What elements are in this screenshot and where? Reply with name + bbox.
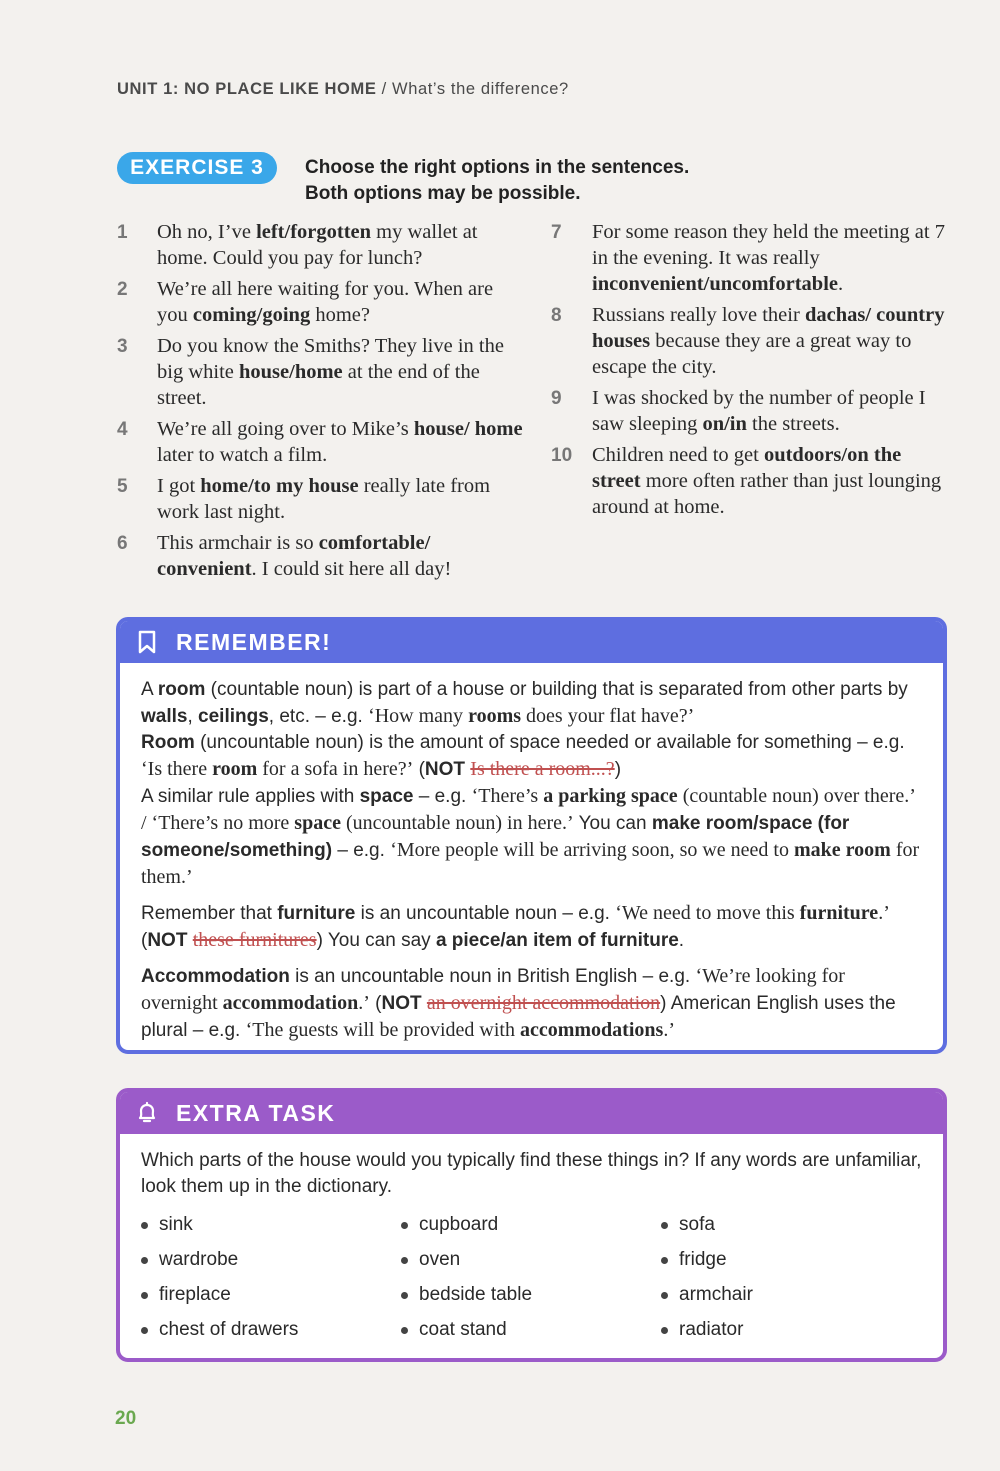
item-text: really late from work last night.: [157, 475, 491, 523]
word-item: bedside table: [400, 1282, 660, 1308]
item-options: dachas/ country houses: [592, 304, 945, 352]
item-options: home/to my house: [200, 475, 359, 497]
item-options: left/forgotten: [256, 221, 372, 243]
item-number: 10: [551, 445, 573, 466]
header-separator: /: [376, 80, 393, 98]
remember-title: REMEMBER!: [176, 628, 332, 655]
item-options: outdoors/on the street: [592, 444, 902, 492]
extra-task-box: [116, 1088, 947, 1362]
extra-task-title: EXTRA TASK: [176, 1099, 336, 1126]
item-text: home?: [310, 304, 370, 326]
remember-paragraph-1: A room (countable noun) is part of a house or building that is separated from other parts by walls, ceilings, etc. – e.g. ‘How many rooms does your flat have?’ Room (uncountable noun) is the amount of space needed or available for something – e.g. ‘Is there room for a sofa in here?’ (NOT Is there a room...?) A similar rule applies with space – e.g. ‘There’s a parking space (countable noun) over there.’ / ‘There’s no more space (uncountable noun) in here.’ You can make room/space (for someone/something) – e.g. ‘More people will be arriving soon, so we need to make room for them.’: [141, 679, 920, 888]
page-number: 20: [115, 1408, 137, 1429]
extra-task-body: [120, 1134, 943, 1200]
item-text: Do you know the Smiths? They live in the big white: [157, 335, 504, 383]
item-text: at the end of the street.: [157, 361, 480, 409]
word-item: oven: [400, 1247, 660, 1273]
item-number: 7: [551, 222, 562, 243]
item-text: I was shocked by the number of people I saw sleeping: [592, 387, 926, 435]
exercise-item-6: [117, 530, 527, 582]
word-item: coat stand: [400, 1317, 660, 1343]
item-options: house/home: [239, 361, 343, 383]
instruction-line-2: Both options may be possible.: [305, 183, 581, 204]
extra-task-instruction: Which parts of the house would you typically find these things in? If any words are unfamiliar, look them up in the dictionary.: [141, 1150, 922, 1197]
word-item: sink: [140, 1212, 400, 1238]
item-text: We’re all going over to Mike’s: [157, 418, 414, 440]
item-number: 3: [117, 336, 128, 357]
unit-title: UNIT 1: NO PLACE LIKE HOME: [117, 80, 377, 98]
item-number: 6: [117, 533, 128, 554]
bell-icon: [134, 1100, 160, 1126]
extra-task-header: [120, 1092, 943, 1134]
item-text: later to watch a film.: [157, 444, 328, 466]
item-number: 4: [117, 419, 128, 440]
incorrect-example: Is there a room...?: [470, 758, 615, 780]
exercise-badge: EXERCISE 3: [117, 152, 277, 184]
exercise-item-4: [117, 416, 527, 468]
incorrect-example: these furnitures: [192, 929, 317, 951]
exercise-item-1: [117, 219, 527, 271]
incorrect-example: an overnight accommodation: [426, 992, 661, 1014]
item-options: on/in: [702, 413, 747, 435]
item-text: This armchair is so: [157, 532, 319, 554]
item-text: .: [838, 273, 844, 295]
word-item: chest of drawers: [140, 1317, 400, 1343]
word-item: fridge: [660, 1247, 900, 1273]
remember-box: [116, 617, 947, 1054]
item-number: 8: [551, 305, 562, 326]
item-options: comfortable/ convenient: [157, 532, 431, 580]
remember-body: [120, 663, 943, 1044]
item-options: house/ home: [413, 418, 523, 440]
item-text: Oh no, I’ve: [157, 221, 257, 243]
item-options: coming/going: [192, 304, 311, 326]
item-number: 5: [117, 476, 128, 497]
item-number: 9: [551, 388, 562, 409]
item-text: We’re all here waiting for you. When are you: [157, 278, 494, 326]
item-text: my wallet at home. Could you pay for lunch?: [157, 221, 478, 269]
word-item: cupboard: [400, 1212, 660, 1238]
remember-paragraph-3: Accommodation is an uncountable noun in British English – e.g. ‘We’re looking for overnight accommodation.’ (NOT an overnight accommodation) American English uses the plural – e.g. ‘The guests will be provided with accommodations.’: [141, 965, 896, 1041]
item-number: 2: [117, 279, 128, 300]
exercise-item-8: [551, 302, 951, 380]
word-item: armchair: [660, 1282, 900, 1308]
word-item: fireplace: [140, 1282, 400, 1308]
exercise-item-5: [117, 473, 527, 525]
item-text: the streets.: [746, 413, 840, 435]
exercise-item-9: [551, 385, 951, 437]
item-text: I got: [157, 475, 201, 497]
remember-paragraph-2: Remember that furniture is an uncountable noun – e.g. ‘We need to move this furniture.’ (NOT these furnitures) You can say a piece/an item of furniture.: [141, 902, 890, 951]
exercise-item-3: [117, 333, 527, 411]
bookmark-icon: [134, 629, 160, 655]
word-list: [120, 1212, 943, 1343]
page-header: [117, 80, 569, 99]
word-item: wardrobe: [140, 1247, 400, 1273]
exercise-item-7: [551, 219, 951, 297]
remember-header: [120, 621, 943, 663]
exercise-item-10: [551, 442, 951, 520]
item-text: more often rather than just lounging around at home.: [592, 470, 942, 518]
exercise-instruction: [305, 155, 689, 207]
item-text: For some reason they held the meeting at 7 in the evening. It was really: [592, 221, 945, 269]
instruction-line-1: Choose the right options in the sentences.: [305, 157, 690, 178]
item-number: 1: [117, 222, 128, 243]
item-text: Children need to get: [592, 444, 764, 466]
word-item: sofa: [660, 1212, 900, 1238]
exercise-column-left: [117, 219, 527, 587]
item-options: inconvenient/uncomfortable: [592, 273, 838, 295]
item-text: . I could sit here all day!: [251, 558, 452, 580]
word-item: radiator: [660, 1317, 900, 1343]
item-text: because they are a great way to escape the city.: [592, 330, 912, 378]
item-text: Russians really love their: [592, 304, 805, 326]
section-title: What’s the difference?: [392, 80, 569, 98]
exercise-item-2: [117, 276, 527, 328]
exercise-column-right: [551, 219, 951, 525]
